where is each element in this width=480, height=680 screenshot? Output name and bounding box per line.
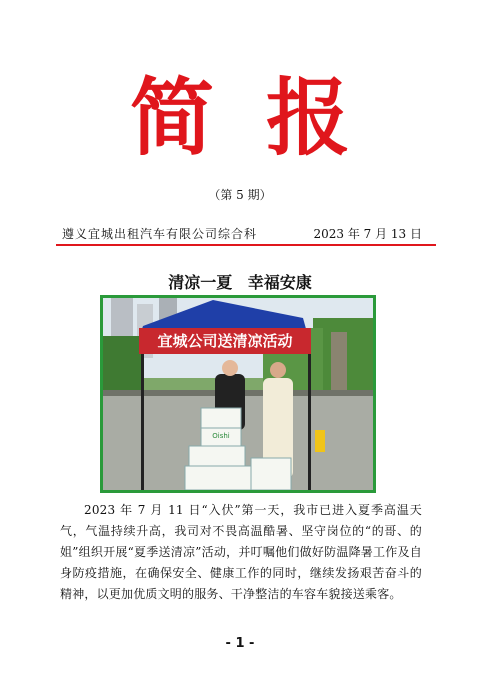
masthead-title: 简报 bbox=[129, 69, 402, 167]
article-paragraph: 2023 年 7 月 11 日“入伏”第一天，我市已进入夏季高温天气，气温持续升高，我司对不畏高温酷暑、坚守岗位的“的哥、的姐”组织开展“夏季送清凉”活动，并叮嘱他们做好防温降暑工作及自身防疫措施，在确保安全、健康工作的同时，继续发扬艰苦奋斗的精神，以更加优质文明的服务、干净整洁的车容车貌接送乘客。 bbox=[60, 503, 422, 601]
issue-number: （第 5 期） bbox=[208, 188, 272, 202]
issuer-organization: 遵义宜城出租汽车有限公司综合科 bbox=[62, 227, 258, 241]
water-box-label: Oishi bbox=[212, 432, 230, 440]
red-divider bbox=[56, 244, 436, 246]
page-number: - 1 - bbox=[225, 636, 255, 651]
event-banner-text: 宜城公司送清凉活动 bbox=[157, 332, 293, 350]
article-title: 清凉一夏 幸福安康 bbox=[168, 273, 312, 292]
article-body bbox=[60, 500, 422, 605]
issue-date: 2023 年 7 月 13 日 bbox=[313, 227, 422, 241]
event-photo bbox=[100, 295, 376, 493]
event-photo-illustration bbox=[103, 298, 373, 490]
